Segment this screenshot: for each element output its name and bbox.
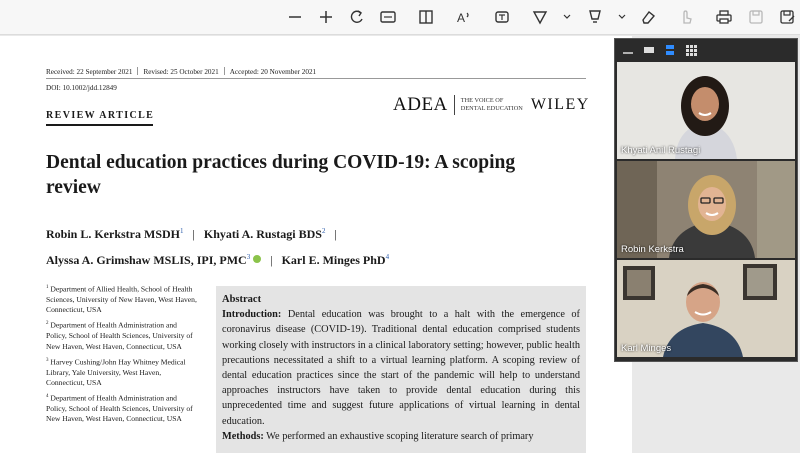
minimize-icon[interactable] (621, 43, 635, 57)
zoom-in-icon[interactable] (315, 6, 337, 28)
abstract-box (216, 286, 586, 453)
rotate-icon[interactable] (346, 6, 368, 28)
abstract-methods: Methods: We performed an exhaustive scoping literature search of primary (222, 430, 534, 442)
received-date: Received: 22 September 2021 (46, 68, 133, 76)
abstract-heading: Abstract (222, 294, 262, 305)
pdf-toolbar (0, 0, 800, 35)
doi: DOI: 10.1002/jdd.12849 (46, 84, 117, 92)
affiliation-item: $^3$ Harvey Cushing/John Hay Whitney Medical Library, Yale University, West Haven, Connecticut, USA (46, 357, 186, 387)
orcid-icon[interactable] (253, 255, 261, 263)
participant-tile[interactable] (617, 260, 795, 357)
affiliation-item: $^4$ Department of Health Administration and Policy, School of Health Sciences, University of New Haven, West Haven, Connecticut, USA (46, 393, 193, 424)
two-page-view-icon[interactable] (415, 6, 437, 28)
affiliation-item: $^2$ Department of Health Administration and Policy, School of Health Sciences, University of New Haven, West Haven, Connecticut, USA (46, 320, 193, 351)
gallery-view-icon[interactable] (684, 43, 698, 57)
single-speaker-view-icon[interactable] (642, 43, 656, 57)
zoom-out-icon[interactable] (284, 6, 306, 28)
svg-text:A: A (457, 11, 466, 25)
print-icon[interactable] (713, 6, 735, 28)
eraser-icon[interactable] (637, 6, 659, 28)
video-call-panel (614, 38, 798, 362)
read-aloud-icon[interactable] (453, 6, 475, 28)
save-icon[interactable] (745, 6, 767, 28)
author-name[interactable]: Alyssa A. Grimshaw MSLIS, IPI, PMC (46, 253, 247, 267)
participant-name: Khyati Anil Rustagi (621, 145, 701, 156)
author-name[interactable]: Karl E. Minges PhD (281, 253, 386, 267)
article-dates (46, 67, 316, 76)
accepted-date: Accepted: 20 November 2021 (229, 68, 317, 76)
affiliation-item: $^1$ Department of Allied Health, School of Health Sciences, University of New Haven, West Haven, Connecticut, USA (46, 284, 197, 315)
author-sup[interactable]: 3 (246, 253, 251, 261)
author-sup[interactable]: 4 (385, 253, 390, 261)
publisher-logos (393, 94, 590, 116)
affiliations (46, 283, 198, 429)
header-rule (46, 78, 586, 79)
highlight-dropdown-chevron-icon[interactable] (617, 6, 627, 28)
participant-tile[interactable] (617, 62, 795, 159)
pdf-page (0, 36, 632, 453)
highlight-icon[interactable] (584, 6, 606, 28)
author-name[interactable]: Khyati A. Rustagi BDS (203, 227, 322, 241)
abstract-introduction: Introduction: Dental education was brought to a halt with the emergence of coronavirus disease (COVID-19). Traditional dental education comprised students working closely with instructors in a clinical laboratory setting; however, public health precautions necessitated a shift to a virtual learning platform. A scoping review of dental education practices since the start of the pandemic will help to understand approaches instructors have taken to provide dental education during this unprecedented time and suggest future applications of virtual learning in dental education. (222, 309, 580, 427)
article-title: Dental education practices during COVID-19: A scoping review (46, 152, 516, 198)
touch-write-icon[interactable] (675, 6, 697, 28)
video-panel-toolbar (615, 39, 797, 61)
article-type: REVIEW ARTICLE (46, 110, 155, 121)
save-as-icon[interactable] (776, 6, 798, 28)
fit-width-icon[interactable] (377, 6, 399, 28)
wiley-logo: WILEY (530, 96, 590, 113)
revised-date: Revised: 25 October 2021 (143, 68, 219, 76)
adea-logo: ADEA (393, 94, 448, 115)
author-sup[interactable]: 1 (180, 227, 184, 235)
author-name[interactable]: Robin L. Kerkstra MSDH (46, 227, 181, 241)
text-box-icon[interactable] (491, 6, 513, 28)
stacked-view-icon[interactable] (663, 43, 677, 57)
adea-tagline: THE VOICE OF DENTAL EDUCATION (460, 97, 523, 112)
draw-dropdown-chevron-icon[interactable] (562, 6, 572, 28)
participant-name: Robin Kerkstra (621, 244, 684, 255)
draw-icon[interactable] (529, 6, 551, 28)
author-list: Robin L. Kerkstra MSDH$^1$ | Khyati A. Rustagi BDS$^2$ | Alyssa A. Grimshaw MSLIS, IPI, PMC$^3$ | Karl E. Minges PhD$^4$ (46, 227, 390, 267)
participant-name: Karl Minges (621, 343, 672, 354)
article-type-underline (46, 124, 153, 126)
author-sup[interactable]: 2 (321, 227, 326, 235)
participant-tile[interactable] (617, 161, 795, 258)
